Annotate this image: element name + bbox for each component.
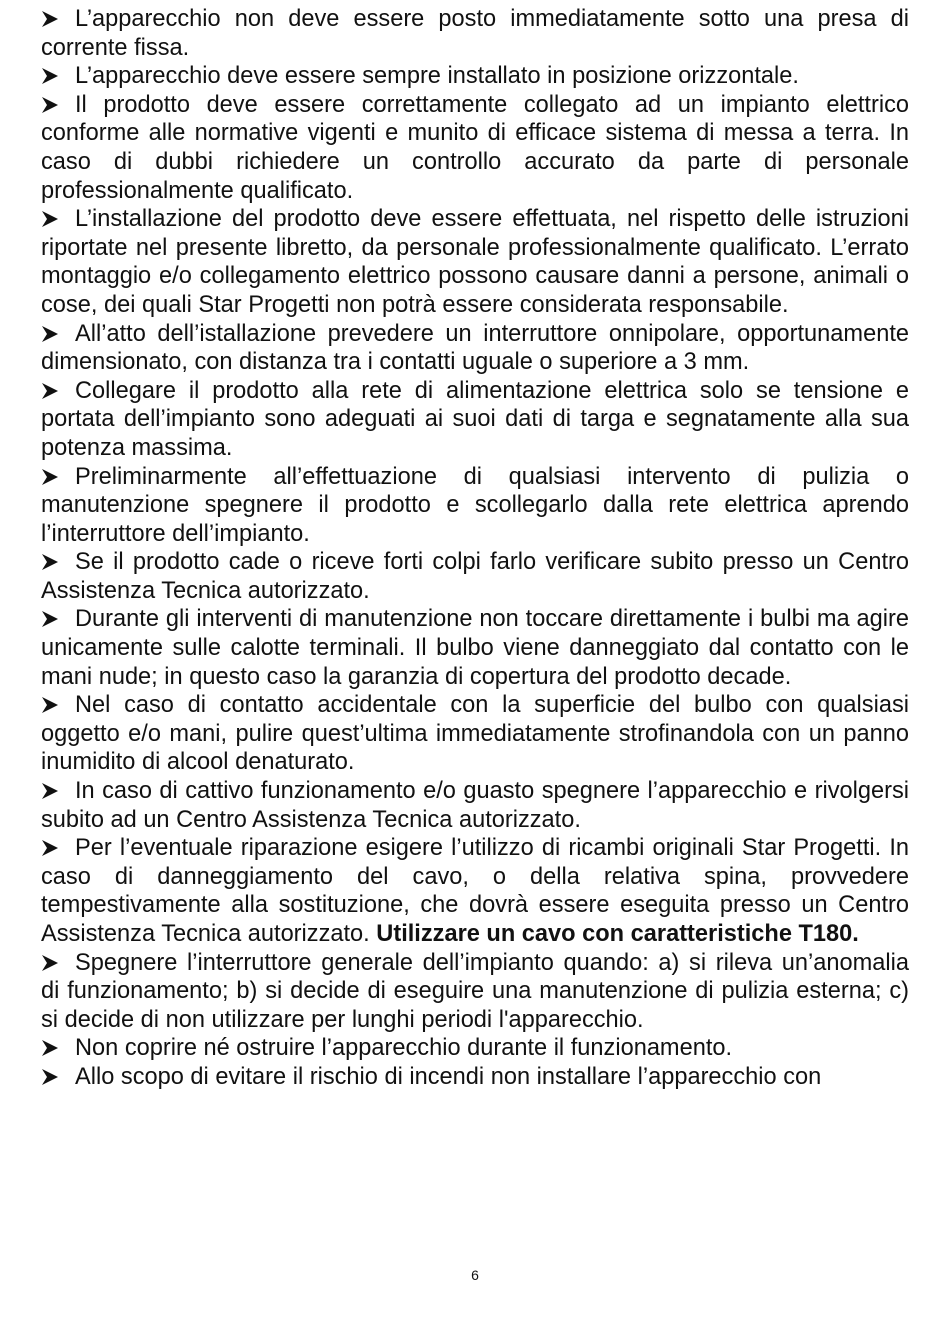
- list-item: [41, 463, 909, 549]
- list-item: [41, 62, 909, 91]
- list-item-text: Durante gli interventi di manutenzione non toccare direttamente i bulbi ma agire unicamente sulle calotte terminali. Il bulbo viene danneggiato dal contatto con le mani nude; in questo caso la garanzia di copertura del prodotto decade.: [41, 606, 909, 690]
- list-item: [41, 605, 909, 691]
- arrowhead-bullet-icon: [41, 91, 75, 120]
- list-item: [41, 1063, 909, 1092]
- document-page: [41, 5, 909, 1092]
- list-item: [41, 548, 909, 605]
- arrowhead-bullet-icon: [41, 691, 75, 720]
- list-item-text: Allo scopo di evitare il rischio di incendi non installare l’apparecchio con: [75, 1063, 822, 1090]
- list-item-text: Collegare il prodotto alla rete di alimentazione elettrica solo se tensione e portata dell’impianto sono adeguati ai suoi dati di targa e segnatamente alla sua potenza massima.: [41, 377, 909, 461]
- arrowhead-bullet-icon: [41, 777, 75, 806]
- list-item-text: Per l’eventuale riparazione esigere l’utilizzo di ricambi originali Star Progetti. In caso di danneggiamento del cavo, o della relativa spina, provvedere tempestivamente alla sostituzione, che dovrà essere eseguita presso un Centro Assistenza Tecnica autorizzato.: [41, 835, 909, 947]
- list-item-text: L’apparecchio deve essere sempre installato in posizione orizzontale.: [75, 63, 799, 90]
- list-item: [41, 949, 909, 1035]
- list-item-text: Spegnere l’interruttore generale dell’impianto quando: a) si rileva un’anomalia di funzionamento; b) si decide di eseguire una manutenzione di pulizia esterna; c) si decide di non utilizzare per lunghi periodi l'apparecchio.: [41, 949, 909, 1033]
- list-item-text: Non coprire né ostruire l’apparecchio durante il funzionamento.: [75, 1035, 733, 1062]
- arrowhead-bullet-icon: [41, 463, 75, 492]
- list-item-text: L’installazione del prodotto deve essere effettuata, nel rispetto delle istruzioni riportate nel presente libretto, da personale professionalmente qualificato. L’errato montaggio e/o collegamento elettrico possono causare danni a persone, animali o cose, dei quali Star Progetti non potrà essere considerata responsabile.: [41, 206, 909, 318]
- list-item: [41, 5, 909, 62]
- arrowhead-bullet-icon: [41, 1034, 75, 1063]
- list-item-text: L’apparecchio non deve essere posto immediatamente sotto una presa di corrente fissa.: [41, 6, 909, 61]
- list-item: [41, 320, 909, 377]
- list-item: [41, 1034, 909, 1063]
- page-number: 6: [471, 1267, 479, 1283]
- arrowhead-bullet-icon: [41, 377, 75, 406]
- list-item: [41, 377, 909, 463]
- list-item-text: Il prodotto deve essere correttamente collegato ad un impianto elettrico conforme alle normative vigenti e munito di efficace sistema di messa a terra. In caso di dubbi richiedere un controllo accurato da parte di personale professionalmente qualificato.: [41, 91, 909, 204]
- list-item: [41, 834, 909, 948]
- arrowhead-bullet-icon: [41, 320, 75, 349]
- arrowhead-bullet-icon: [41, 1063, 75, 1092]
- list-item: [41, 777, 909, 834]
- arrowhead-bullet-icon: [41, 949, 75, 978]
- list-item-text: In caso di cattivo funzionamento e/o guasto spegnere l’apparecchio e rivolgersi subito ad un Centro Assistenza Tecnica autorizzato.: [41, 778, 909, 833]
- list-item: [41, 691, 909, 777]
- list-item-text: All’atto dell’istallazione prevedere un interruttore onnipolare, opportunamente dimensionato, con distanza tra i contatti uguale o superiore a 3 mm.: [41, 320, 909, 376]
- arrowhead-bullet-icon: [41, 5, 75, 34]
- arrowhead-bullet-icon: [41, 605, 75, 634]
- list-item-text: Nel caso di contatto accidentale con la superficie del bulbo con qualsiasi oggetto e/o mani, pulire quest’ultima immediatamente strofinandola con un panno inumidito di alcool denaturato.: [41, 692, 909, 776]
- arrowhead-bullet-icon: [41, 548, 75, 577]
- arrowhead-bullet-icon: [41, 834, 75, 863]
- list-item-text: Se il prodotto cade o riceve forti colpi farlo verificare subito presso un Centro Assistenza Tecnica autorizzato.: [41, 549, 909, 604]
- arrowhead-bullet-icon: [41, 205, 75, 234]
- list-item-text: Preliminarmente all’effettuazione di qualsiasi intervento di pulizia o manutenzione spegnere il prodotto e scollegarlo dalla rete elettrica aprendo l’interruttore dell’impianto.: [41, 463, 909, 547]
- list-item: [41, 91, 909, 205]
- list-item-bold-text: Utilizzare un cavo con caratteristiche T180.: [376, 921, 859, 947]
- arrowhead-bullet-icon: [41, 62, 75, 91]
- list-item: [41, 205, 909, 319]
